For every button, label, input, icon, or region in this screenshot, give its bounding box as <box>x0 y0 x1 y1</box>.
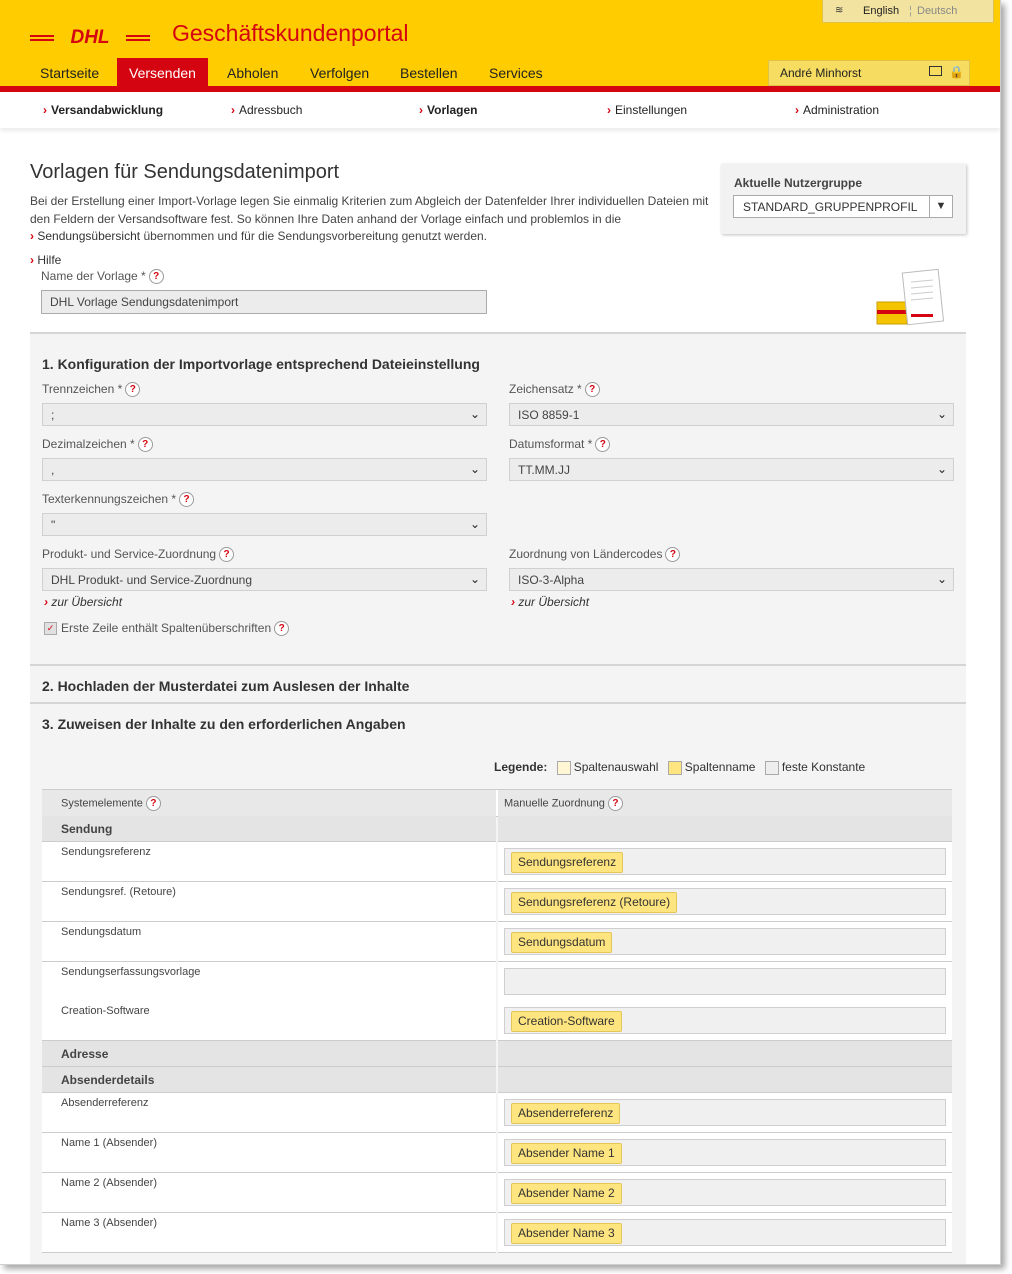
config-panel <box>30 332 966 1265</box>
assignment-dropzone[interactable] <box>504 1099 946 1126</box>
section3-title: 3. Zuweisen der Inhalte zu den erforderlichen Angaben <box>42 716 406 732</box>
texterkennung-label <box>42 492 194 507</box>
chevron-right-icon: › <box>30 229 34 243</box>
subnav-vorlagen[interactable] <box>419 103 477 117</box>
chevron-down-icon: ⌄ <box>469 572 480 586</box>
produkt-value: DHL Produkt- und Service-Zuordnung <box>51 573 252 587</box>
help-icon[interactable]: ? <box>146 796 161 811</box>
column-name-chip[interactable]: Absender Name 1 <box>511 1143 622 1164</box>
help-icon[interactable]: ? <box>138 437 153 452</box>
table-row <box>42 1173 952 1213</box>
subnav-einstellungen[interactable] <box>607 103 687 117</box>
datumsformat-label <box>509 437 610 452</box>
legend-item: Spaltenauswahl <box>573 760 659 774</box>
chevron-right-icon: › <box>44 595 48 609</box>
legend <box>494 760 865 775</box>
header-row-checkbox-row <box>44 621 289 636</box>
trennzeichen-label <box>42 382 140 397</box>
zeichensatz-label <box>509 382 600 397</box>
group-label: Sendung <box>61 822 113 836</box>
header-bar <box>0 0 1000 88</box>
sendungsuebersicht-link[interactable]: Sendungsübersicht <box>37 229 141 243</box>
system-element-label: Creation-Software <box>61 1005 150 1017</box>
chevron-right-icon: › <box>43 103 47 117</box>
column-divider <box>496 790 498 816</box>
trennzeichen-value: ; <box>51 408 55 422</box>
system-element-cell <box>42 922 496 962</box>
group-cell <box>498 1041 952 1067</box>
table-row <box>42 922 952 962</box>
dezimalzeichen-value: , <box>51 463 55 477</box>
zeichensatz-select[interactable] <box>509 403 954 426</box>
lang-english-link[interactable]: English <box>863 5 900 17</box>
datumsformat-select[interactable] <box>509 458 954 481</box>
subnav-adressbuch[interactable] <box>231 103 302 117</box>
produkt-overview-link[interactable] <box>44 595 122 609</box>
subnav-administration[interactable] <box>795 103 879 117</box>
assignment-dropzone[interactable] <box>504 848 946 875</box>
document-package-illustration <box>875 268 967 330</box>
user-name[interactable]: André Minhorst <box>780 66 862 80</box>
help-icon[interactable]: ? <box>149 269 164 284</box>
sub-nav <box>0 92 1000 128</box>
column-name-chip[interactable]: Absenderreferenz <box>511 1103 620 1124</box>
table-row <box>42 1001 952 1041</box>
template-name-label <box>41 269 164 284</box>
column-name-chip[interactable]: Sendungsreferenz <box>511 852 623 873</box>
user-box <box>768 60 970 86</box>
help-icon[interactable]: ? <box>125 382 140 397</box>
table-row <box>42 882 952 922</box>
chevron-right-icon: › <box>607 103 611 117</box>
svg-text:DHL: DHL <box>70 27 110 46</box>
system-element-cell <box>42 1001 496 1041</box>
dezimalzeichen-label-text: Dezimalzeichen * <box>42 437 135 451</box>
legend-swatch-spaltenname <box>668 761 682 775</box>
group-cell <box>42 816 496 842</box>
lang-deutsch-link[interactable]: Deutsch <box>917 5 958 17</box>
produkt-select[interactable] <box>42 568 487 591</box>
system-element-cell <box>42 1133 496 1173</box>
subnav-label: Versandabwicklung <box>51 103 164 117</box>
flag-icon: ≋ <box>835 5 844 16</box>
template-name-input[interactable]: DHL Vorlage Sendungsdatenimport <box>41 290 487 314</box>
legend-swatch-spaltenauswahl <box>557 761 571 775</box>
chevron-down-icon: ⌄ <box>936 462 947 476</box>
chevron-right-icon: › <box>795 103 799 117</box>
legend-item: feste Konstante <box>781 760 866 774</box>
group-label: Absenderdetails <box>61 1073 155 1087</box>
assignment-dropzone[interactable] <box>504 1007 946 1034</box>
group-cell <box>42 1067 496 1093</box>
help-link[interactable] <box>30 253 61 267</box>
laendercodes-label <box>509 547 680 562</box>
trennzeichen-select[interactable] <box>42 403 487 426</box>
mapping-table-header <box>42 789 952 817</box>
dhl-logo[interactable] <box>30 26 150 46</box>
group-row-sendung <box>42 816 952 841</box>
system-element-cell <box>42 1173 496 1213</box>
assignment-cell <box>498 1173 952 1213</box>
group-row-adresse <box>42 1041 952 1066</box>
subnav-label: Vorlagen <box>427 103 478 117</box>
assignment-cell <box>498 842 952 882</box>
intro-text-part1: Bei der Erstellung einer Import-Vorlage legen Sie einmalig Kriterien zum Abgleich der Datenfelder Ihrer individuellen Dateien mit den Feldern der Versandsoftware fest. So können Ihre Daten anhand der Vorlage einfach und problemlos in die <box>30 194 709 226</box>
chevron-right-icon: › <box>419 103 423 117</box>
texterkennung-value: " <box>51 518 56 532</box>
nav-verfolgen[interactable]: Verfolgen <box>310 65 370 81</box>
chevron-down-icon: ⌄ <box>936 572 947 586</box>
group-cell <box>42 1041 496 1067</box>
assignment-cell <box>498 1093 952 1133</box>
nav-versenden[interactable]: Versenden <box>117 58 208 86</box>
table-row <box>42 1133 952 1173</box>
help-icon[interactable]: ? <box>179 492 194 507</box>
assignment-cell <box>498 962 952 1002</box>
texterkennung-label-text: Texterkennungszeichen * <box>42 492 177 506</box>
assignment-dropzone[interactable] <box>504 1179 946 1206</box>
col-label: Manuelle Zuordnung <box>504 797 605 810</box>
group-cell <box>498 1067 952 1093</box>
template-name-label-text: Name der Vorlage * <box>41 269 146 283</box>
overview-link-text: zur Übersicht <box>518 595 590 609</box>
mail-icon[interactable] <box>929 66 942 76</box>
chevron-right-icon: › <box>30 253 34 267</box>
zeichensatz-label-text: Zeichensatz * <box>509 382 582 396</box>
system-element-label: Name 2 (Absender) <box>61 1177 157 1189</box>
laendercodes-select[interactable] <box>509 568 954 591</box>
assignment-cell <box>498 1001 952 1041</box>
laendercodes-value: ISO-3-Alpha <box>518 573 585 587</box>
subnav-label: Administration <box>803 103 880 117</box>
section1-title: 1. Konfiguration der Importvorlage entsprechend Dateieinstellung <box>42 356 480 372</box>
language-switcher <box>822 0 994 23</box>
lock-icon[interactable]: 🔒 <box>949 65 964 79</box>
help-icon[interactable]: ? <box>219 547 234 562</box>
system-element-label: Sendungsdatum <box>61 926 142 938</box>
help-icon[interactable]: ? <box>595 437 610 452</box>
user-group-label: Aktuelle Nutzergruppe <box>734 176 863 190</box>
datumsformat-label-text: Datumsformat * <box>509 437 593 451</box>
system-element-label: Sendungserfassungsvorlage <box>61 966 201 978</box>
nav-startseite[interactable]: Startseite <box>40 65 100 81</box>
section-divider <box>30 702 966 704</box>
assignment-dropzone[interactable] <box>504 888 946 915</box>
table-row <box>42 962 952 1002</box>
system-element-label: Absenderreferenz <box>61 1097 149 1109</box>
help-icon[interactable]: ? <box>274 621 289 636</box>
chevron-down-icon: ⌄ <box>469 407 480 421</box>
nav-abholen[interactable]: Abholen <box>227 65 279 81</box>
header-row-checkbox[interactable]: ✓ <box>44 622 57 635</box>
system-element-cell <box>42 1093 496 1133</box>
group-label: Adresse <box>61 1047 109 1061</box>
table-row <box>42 842 952 882</box>
user-group-box <box>721 164 966 234</box>
datumsformat-value: TT.MM.JJ <box>518 463 570 477</box>
assignment-dropzone[interactable] <box>504 1219 946 1246</box>
zeichensatz-value: ISO 8859-1 <box>518 408 580 422</box>
laendercodes-label-text: Zuordnung von Ländercodes <box>509 547 663 561</box>
lang-separator: ¦ <box>909 5 912 17</box>
system-element-cell <box>42 842 496 882</box>
nav-bestellen[interactable]: Bestellen <box>400 65 458 81</box>
checkbox-label: Erste Zeile enthält Spaltenüberschriften <box>61 621 272 635</box>
help-label: Hilfe <box>37 253 62 267</box>
column-name-chip[interactable]: Sendungsdatum <box>511 932 612 953</box>
column-name-chip[interactable]: Creation-Software <box>511 1011 622 1032</box>
subnav-label: Einstellungen <box>615 103 688 117</box>
assignment-cell <box>498 882 952 922</box>
column-name-chip[interactable]: Absender Name 3 <box>511 1223 622 1244</box>
assignment-dropzone[interactable] <box>504 928 946 955</box>
system-element-cell <box>42 882 496 922</box>
assignment-cell <box>498 922 952 962</box>
subnav-versandabwicklung[interactable] <box>43 103 163 117</box>
system-element-label: Name 3 (Absender) <box>61 1217 157 1229</box>
chevron-down-icon: ⌄ <box>469 517 480 531</box>
portal-title: Geschäftskundenportal <box>172 20 409 46</box>
produkt-label-text: Produkt- und Service-Zuordnung <box>42 547 217 561</box>
overview-link-text: zur Übersicht <box>51 595 123 609</box>
assignment-cell <box>498 1213 952 1253</box>
system-element-label: Name 1 (Absender) <box>61 1137 157 1149</box>
produkt-label <box>42 547 234 562</box>
trennzeichen-label-text: Trennzeichen * <box>42 382 123 396</box>
system-element-cell <box>42 962 496 1002</box>
legend-item: Spaltenname <box>684 760 756 774</box>
chevron-down-icon: ⌄ <box>936 407 947 421</box>
system-element-label: Sendungsreferenz <box>61 846 151 858</box>
help-icon[interactable]: ? <box>665 547 680 562</box>
column-name-chip[interactable]: Sendungsreferenz (Retoure) <box>511 892 677 913</box>
chevron-down-icon: ⌄ <box>469 462 480 476</box>
col-manuelle-zuordnung <box>504 796 623 811</box>
section-divider <box>30 664 966 666</box>
nav-services[interactable]: Services <box>489 65 543 81</box>
group-cell <box>498 816 952 842</box>
system-element-label: Sendungsref. (Retoure) <box>61 886 176 898</box>
chevron-right-icon: › <box>511 595 515 609</box>
user-group-value: STANDARD_GRUPPENPROFIL <box>743 200 918 214</box>
intro-text-part2: übernommen und für die Sendungsvorbereitung genutzt werden. <box>143 229 487 243</box>
assignment-cell <box>498 1133 952 1173</box>
intro-text <box>30 193 710 246</box>
dezimalzeichen-label <box>42 437 153 452</box>
col-systemelemente <box>61 796 161 811</box>
laender-overview-link[interactable] <box>511 595 589 609</box>
table-row <box>42 1213 952 1253</box>
subnav-label: Adressbuch <box>239 103 303 117</box>
table-row <box>42 1093 952 1133</box>
section2-title[interactable]: 2. Hochladen der Musterdatei zum Auslesen der Inhalte <box>42 678 410 694</box>
help-icon[interactable]: ? <box>608 796 623 811</box>
legend-swatch-konstante <box>765 761 779 775</box>
legend-label: Legende: <box>494 760 548 774</box>
col-label: Systemelemente <box>61 797 143 810</box>
texterkennung-select[interactable] <box>42 513 487 536</box>
help-icon[interactable]: ? <box>585 382 600 397</box>
group-row-absenderdetails <box>42 1067 952 1092</box>
chevron-down-icon[interactable]: ▼ <box>929 196 952 217</box>
assignment-dropzone[interactable] <box>504 968 946 995</box>
dezimalzeichen-select[interactable] <box>42 458 487 481</box>
page-title: Vorlagen für Sendungsdatenimport <box>30 161 340 183</box>
assignment-dropzone[interactable] <box>504 1139 946 1166</box>
user-group-select[interactable] <box>733 195 953 218</box>
system-element-cell <box>42 1213 496 1253</box>
column-name-chip[interactable]: Absender Name 2 <box>511 1183 622 1204</box>
chevron-right-icon: › <box>231 103 235 117</box>
